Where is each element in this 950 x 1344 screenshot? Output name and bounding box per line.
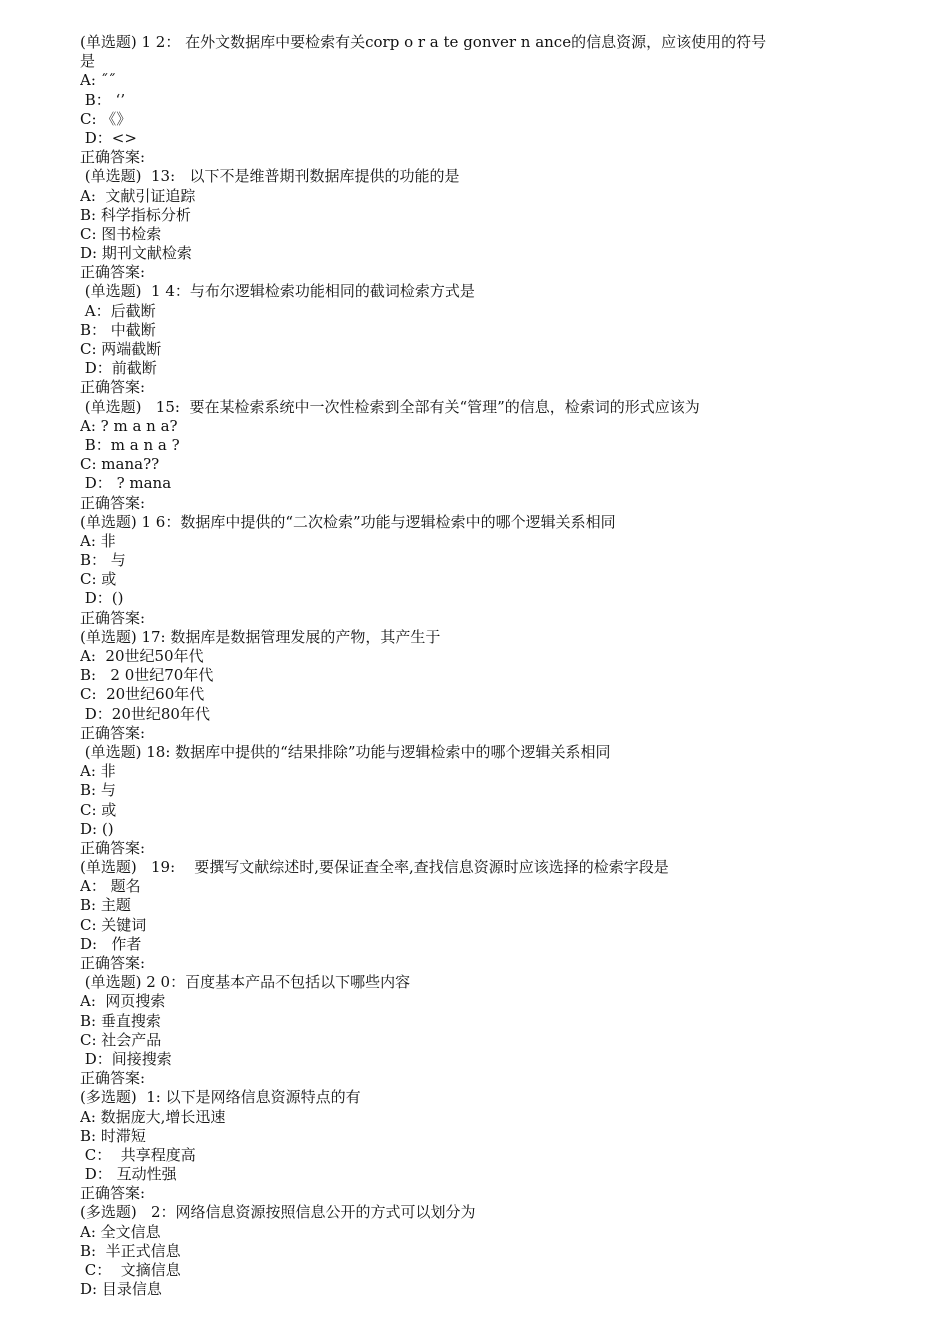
answer-option: B: 半正式信息 (80, 1241, 181, 1260)
correct-answer-label: 正确答案: (80, 1184, 146, 1203)
question-block (80, 282, 880, 397)
correct-answer-label: 正确答案: (80, 838, 146, 857)
correct-answer-label: 正确答案: (80, 493, 146, 512)
answer-option: B: 2 0世纪70年代 (80, 666, 214, 685)
question-block (80, 1203, 880, 1299)
question-stem: (单选题) 13: 以下不是维普期刊数据库提供的功能的是 (80, 167, 460, 186)
correct-answer-label: 正确答案: (80, 148, 146, 167)
correct-answer-label: 正确答案: (80, 1069, 146, 1088)
answer-option: B： 中截断 (80, 320, 156, 339)
question-block (80, 743, 880, 858)
question-stem: (单选题) 19: 要撰写文献综述时,要保证查全率,查找信息资源时应该选择的检索字段是 (80, 858, 669, 877)
correct-answer-label: 正确答案: (80, 378, 146, 397)
answer-option: D：间接搜索 (80, 1049, 172, 1068)
answer-option: C: 关键词 (80, 915, 147, 934)
answer-option: A： 题名 (80, 877, 141, 896)
answer-option: C: 20世纪60年代 (80, 685, 205, 704)
answer-option: C: 两端截断 (80, 340, 162, 358)
answer-option: D：() (80, 589, 124, 608)
answer-option: D： ? mana (80, 474, 172, 493)
correct-answer-label: 正确答案: (80, 954, 146, 972)
answer-option: D: () (80, 819, 114, 838)
answer-option: A: 全文信息 (80, 1222, 161, 1241)
answer-option: A：后截断 (80, 301, 156, 320)
answer-option: B：m a n a ? (80, 435, 180, 454)
answer-option: A: 非 (80, 531, 116, 550)
question-block (80, 33, 880, 167)
answer-option: C: 图书检索 (80, 224, 162, 243)
question-stem: (单选题) 18: 数据库中提供的“结果排除”功能与逻辑检索中的哪个逻辑关系相同 (80, 742, 611, 761)
question-block (80, 858, 880, 973)
answer-option: B: 主题 (80, 896, 131, 915)
answer-option: B: 时滞短 (80, 1126, 146, 1145)
correct-answer-label: 正确答案: (80, 723, 146, 742)
answer-option: A: 网页搜索 (80, 992, 166, 1011)
answer-option: A: 20世纪50年代 (80, 647, 204, 665)
answer-option: D：<> (80, 128, 137, 147)
answer-option: B： ‘’ (80, 90, 126, 109)
answer-option: A: ? m a n a? (80, 416, 178, 435)
question-document (80, 33, 880, 1299)
question-stem: (多选题) 2：网络信息资源按照信息公开的方式可以划分为 (80, 1203, 476, 1222)
answer-option: C: 或 (80, 800, 117, 819)
question-stem: (单选题) 1 6：数据库中提供的“二次检索”功能与逻辑检索中的哪个逻辑关系相同 (80, 512, 616, 531)
question-block (80, 398, 880, 513)
question-block (80, 973, 880, 1088)
answer-option: D： 互动性强 (80, 1165, 177, 1184)
answer-option: A: 文献引证追踪 (80, 186, 196, 205)
question-stem: (单选题) 15: 要在某检索系统中一次性检索到全部有关“管理”的信息，检索词的形式应该为 (80, 397, 700, 416)
answer-option: D：20世纪80年代 (80, 704, 210, 723)
question-stem: (多选题) 1: 以下是网络信息资源特点的有 (80, 1088, 361, 1107)
question-block (80, 628, 880, 743)
answer-option: D：前截断 (80, 359, 157, 378)
answer-option: A: ˝˝ (80, 71, 116, 90)
answer-option: B： 与 (80, 551, 126, 570)
answer-option: B: 科学指标分析 (80, 205, 191, 224)
question-stem: (单选题) 17: 数据库是数据管理发展的产物，其产生于 (80, 627, 441, 646)
question-stem: (单选题) 2 0：百度基本产品不包括以下哪些内容 (80, 973, 411, 992)
answer-option: A: 数据庞大,增长迅速 (80, 1107, 226, 1126)
answer-option: D: 期刊文献检索 (80, 244, 192, 263)
answer-option: C: 社会产品 (80, 1030, 162, 1049)
question-stem: (单选题) 1 4：与布尔逻辑检索功能相同的截词检索方式是 (80, 282, 475, 301)
correct-answer-label: 正确答案: (80, 608, 146, 627)
answer-option: B: 与 (80, 781, 116, 800)
answer-option: B: 垂直搜索 (80, 1011, 161, 1030)
answer-option: D: 目录信息 (80, 1280, 162, 1299)
answer-option: C: 《》 (80, 109, 132, 128)
answer-option: C: mana?? (80, 455, 160, 474)
answer-option: A: 非 (80, 762, 116, 781)
question-block (80, 513, 880, 628)
question-stem: 是 (80, 52, 96, 71)
answer-option: C： 文摘信息 (80, 1261, 181, 1279)
question-stem: (单选题) 1 2： 在外文数据库中要检索有关corp o r a te gonver n ance的信息资源，应该使用的符号 (80, 33, 767, 51)
answer-option: C： 共享程度高 (80, 1145, 196, 1164)
question-block (80, 167, 880, 282)
answer-option: D: 作者 (80, 934, 142, 953)
correct-answer-label: 正确答案: (80, 263, 146, 282)
answer-option: C: 或 (80, 570, 117, 589)
question-block (80, 1088, 880, 1203)
